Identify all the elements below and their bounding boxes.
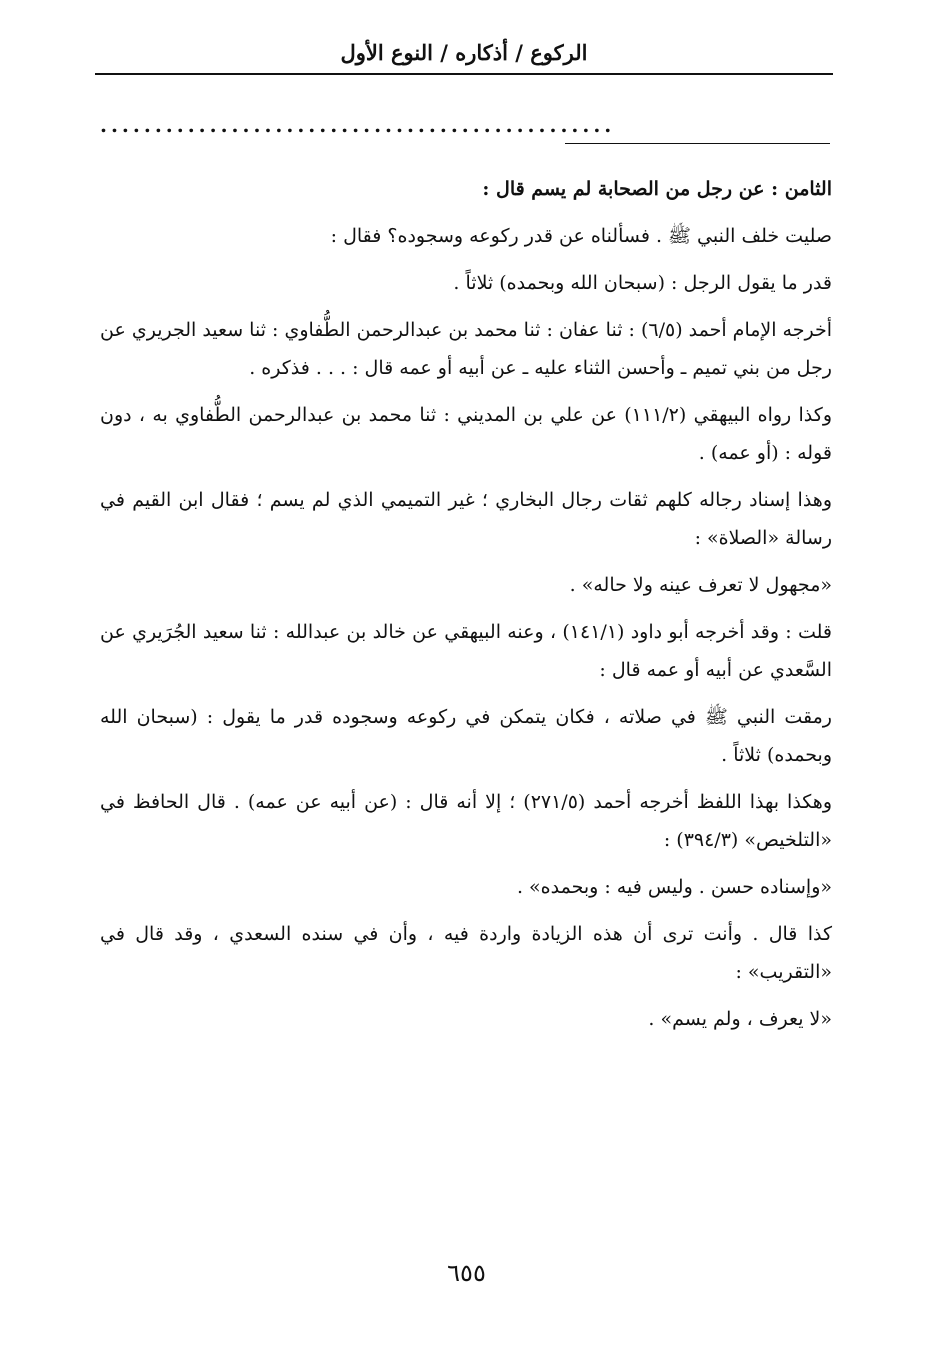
body-text — [100, 170, 832, 1047]
paragraph: قدر ما يقول الرجل : (سبحان الله وبحمده) ثلاثاً . — [453, 272, 832, 294]
paragraph: صليت خلف النبي ﷺ . فسألناه عن قدر ركوعه وسجوده؟ فقال : — [330, 225, 832, 247]
running-header: الركوع / أذكاره / النوع الأول — [340, 40, 588, 65]
paragraph: قلت : وقد أخرجه أبو داود (١٤١/١) ، وعنه البيهقي عن خالد بن عبدالله : ثنا سعيد الجُرَيري عن السَّعدي عن أبيه أو عمه قال : — [100, 621, 832, 681]
page-number: ٦٥٥ — [447, 1259, 486, 1287]
header-rule — [95, 73, 833, 75]
paragraph: كذا قال . وأنت ترى أن هذه الزيادة واردة فيه ، وأن في سنده السعدي ، وقد قال في «التقريب» : — [100, 923, 832, 983]
paragraph: وكذا رواه البيهقي (١١١/٢) عن علي بن المديني : ثنا محمد بن عبدالرحمن الطُّفاوي به ، دون قوله : (أو عمه) . — [100, 404, 832, 464]
paragraph: رمقت النبي ﷺ في صلاته ، فكان يتمكن في ركوعه وسجوده قدر ما يقول : (سبحان الله وبحمده) ثلاثاً . — [100, 706, 832, 766]
paragraph: وهكذا بهذا اللفظ أخرجه أحمد (٢٧١/٥) ؛ إلا أنه قال : (عن أبيه عن عمه) . قال الحافظ في «التلخيص» (٣٩٤/٣) : — [100, 791, 832, 851]
separator-rule — [565, 143, 830, 144]
paragraph: أخرجه الإمام أحمد (٦/٥) : ثنا عفان : ثنا محمد بن عبدالرحمن الطُّفاوي : ثنا سعيد الجريري عن رجل من بني تميم ـ وأحسن الثناء عليه ـ عن أبيه أو عمه قال : . . . فذكره . — [100, 319, 832, 379]
paragraph: «وإسناده حسن . وليس فيه : وبحمده» . — [516, 876, 832, 898]
paragraph: «مجهول لا تعرف عينه ولا حاله» . — [569, 574, 832, 596]
paragraph: «لا يعرف ، ولم يسم» . — [648, 1008, 832, 1030]
paragraph: وهذا إسناد رجاله كلهم ثقات رجال البخاري ؛ غير التميمي الذي لم يسم ؛ فقال ابن القيم في رسالة «الصلاة» : — [100, 489, 832, 549]
paragraph-heading: الثامن : عن رجل من الصحابة لم يسم قال : — [482, 178, 832, 200]
dotted-separator: ............................................... — [100, 115, 616, 135]
